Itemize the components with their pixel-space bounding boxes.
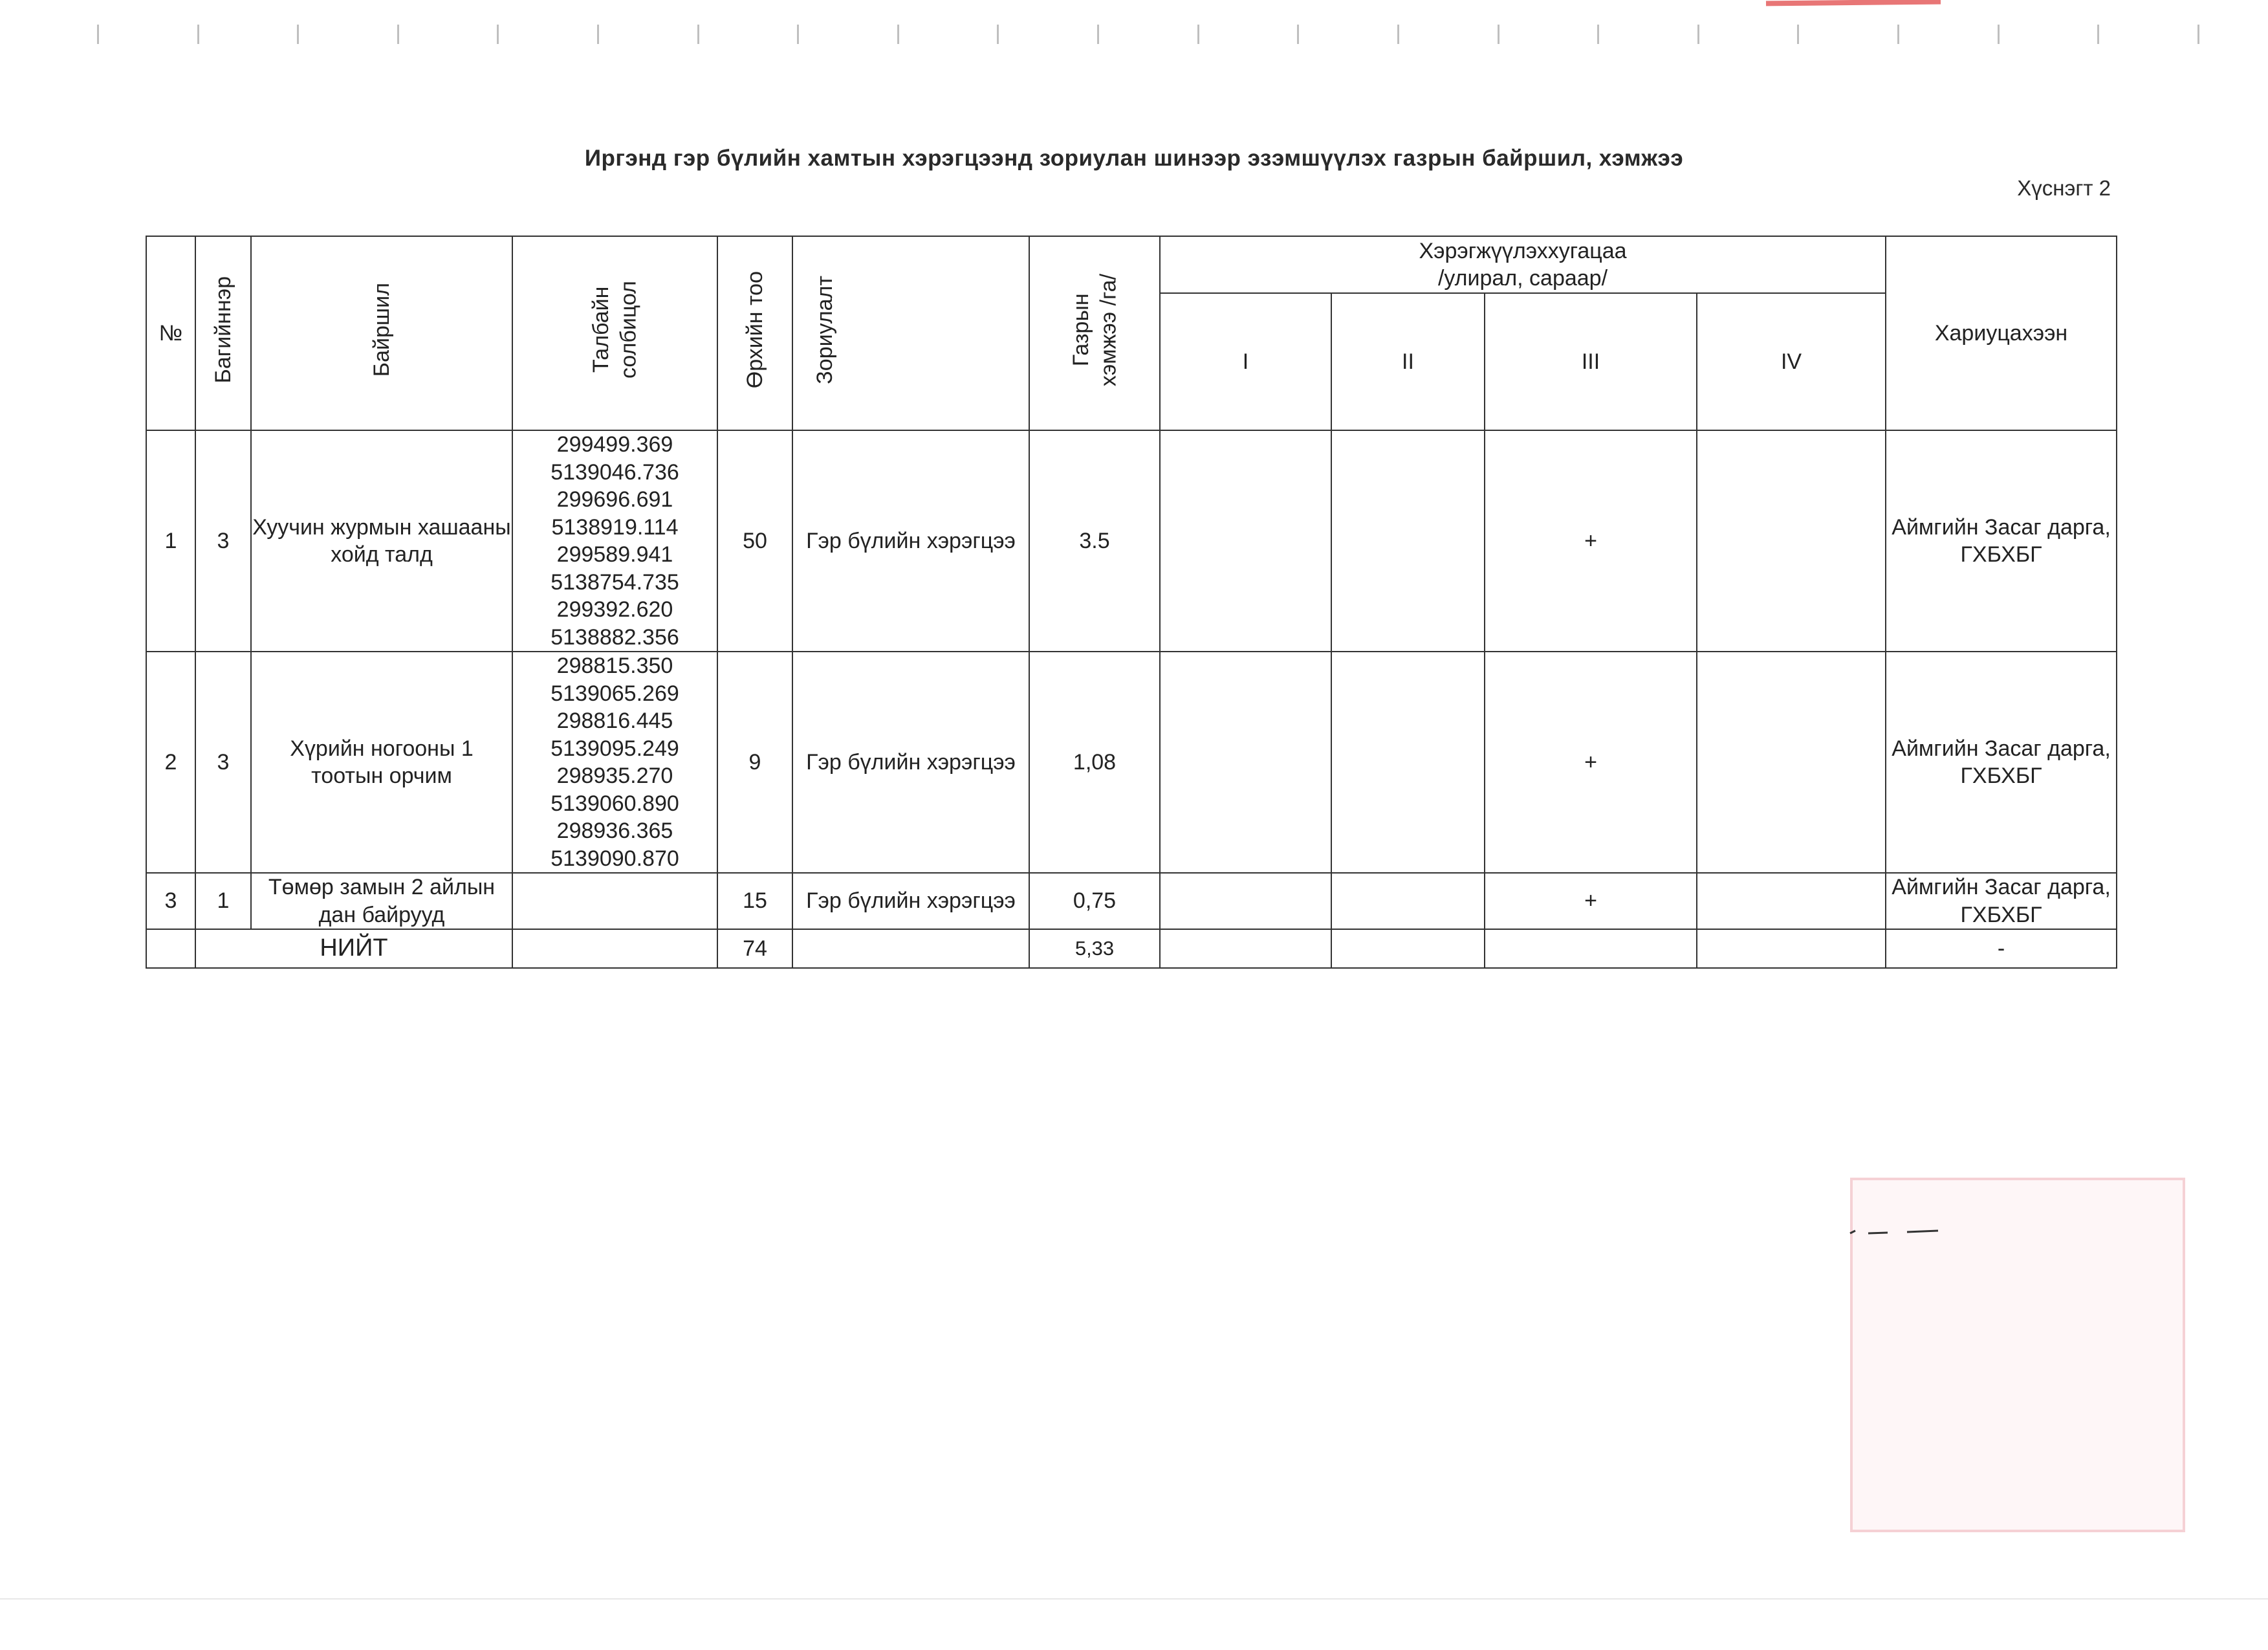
header-no: №	[146, 236, 195, 430]
red-pen-mark	[1766, 0, 1941, 6]
row-q4	[1697, 430, 1886, 652]
header-location-text: Байршил	[369, 283, 394, 377]
header-area-text: Газрын хэмжээ /га/	[1068, 273, 1120, 386]
page-edge-line	[0, 1598, 2268, 1600]
row-q2	[1331, 652, 1485, 873]
header-q1: I	[1160, 293, 1331, 430]
table-row	[146, 652, 2117, 873]
header-area	[1029, 236, 1160, 430]
header-purpose-text: Зориулалт	[812, 275, 837, 384]
header-location	[251, 236, 512, 430]
row-location: Хүрийн ногооны 1 тоотын орчим	[251, 652, 512, 873]
row-coords	[512, 873, 717, 929]
row-q2	[1331, 873, 1485, 929]
row-households: 50	[717, 430, 792, 652]
header-bag-text: Багийннэр	[210, 276, 235, 384]
row-no: 1	[146, 430, 195, 652]
total-empty-coords	[512, 929, 717, 968]
row-coords: 299499.369 5139046.736 299696.691 5138919.114 299589.941 5138754.735 299392.620 5138882.356	[512, 430, 717, 652]
total-empty-purpose	[792, 929, 1029, 968]
header-period-text: Хэрэгжүүлэххугацаа /улирал, сараар/	[1419, 238, 1627, 291]
row-q4	[1697, 873, 1886, 929]
row-coords: 298815.350 5139065.269 298816.445 5139095.249 298935.270 5139060.890 298936.365 5139090.870	[512, 652, 717, 873]
row-responsible: Аймгийн Засаг дарга, ГХБХБГ	[1886, 873, 2117, 929]
header-q4: IV	[1697, 293, 1886, 430]
total-empty-q3	[1485, 929, 1697, 968]
header-households-text: Өрхийн тоо	[742, 271, 767, 389]
table-row	[146, 873, 2117, 929]
row-area: 1,08	[1029, 652, 1160, 873]
header-bag	[195, 236, 251, 430]
row-purpose: Гэр бүлийн хэрэгцээ	[792, 873, 1029, 929]
pen-scribble	[1849, 1229, 1939, 1236]
header-households	[717, 236, 792, 430]
row-area: 0,75	[1029, 873, 1160, 929]
row-location: Хуучин журмын хашааны хойд талд	[251, 430, 512, 652]
row-q3: +	[1485, 873, 1697, 929]
table-row	[146, 430, 2117, 652]
header-coords	[512, 236, 717, 430]
annex-label: Хүснэгт 2	[2017, 176, 2111, 200]
land-allocation-table	[146, 236, 2117, 969]
row-purpose: Гэр бүлийн хэрэгцээ	[792, 652, 1029, 873]
total-empty-q4	[1697, 929, 1886, 968]
row-no: 3	[146, 873, 195, 929]
total-empty-no	[146, 929, 195, 968]
total-label: НИЙТ	[195, 929, 512, 968]
header-coords-text: Талбайн солбицол	[589, 281, 641, 379]
total-responsible: -	[1886, 929, 2117, 968]
total-row	[146, 929, 2117, 968]
scan-tick-marks	[97, 25, 2199, 50]
row-location: Төмөр замын 2 айлын дан байрууд	[251, 873, 512, 929]
row-no: 2	[146, 652, 195, 873]
row-bag: 1	[195, 873, 251, 929]
row-bag: 3	[195, 652, 251, 873]
row-q4	[1697, 652, 1886, 873]
row-q1	[1160, 873, 1331, 929]
total-households: 74	[717, 929, 792, 968]
total-empty-q1	[1160, 929, 1331, 968]
row-purpose: Гэр бүлийн хэрэгцээ	[792, 430, 1029, 652]
header-purpose	[792, 236, 1029, 430]
row-households: 9	[717, 652, 792, 873]
document-title: Иргэнд гэр бүлийн хамтын хэрэгцээнд зориулан шинээр эзэмшүүлэх газрын байршил, хэмжээ	[584, 146, 1684, 171]
header-responsible: Хариуцахээн	[1886, 236, 2117, 430]
row-q2	[1331, 430, 1485, 652]
header-q3: III	[1485, 293, 1697, 430]
header-q2: II	[1331, 293, 1485, 430]
row-area: 3.5	[1029, 430, 1160, 652]
row-responsible: Аймгийн Засаг дарга, ГХБХБГ	[1886, 652, 2117, 873]
header-row-1	[146, 236, 2117, 293]
total-area: 5,33	[1029, 929, 1160, 968]
row-households: 15	[717, 873, 792, 929]
total-empty-q2	[1331, 929, 1485, 968]
row-q3: +	[1485, 652, 1697, 873]
row-q3: +	[1485, 430, 1697, 652]
row-q1	[1160, 430, 1331, 652]
row-responsible: Аймгийн Засаг дарга, ГХБХБГ	[1886, 430, 2117, 652]
header-period	[1160, 236, 1886, 293]
row-bag: 3	[195, 430, 251, 652]
row-q1	[1160, 652, 1331, 873]
